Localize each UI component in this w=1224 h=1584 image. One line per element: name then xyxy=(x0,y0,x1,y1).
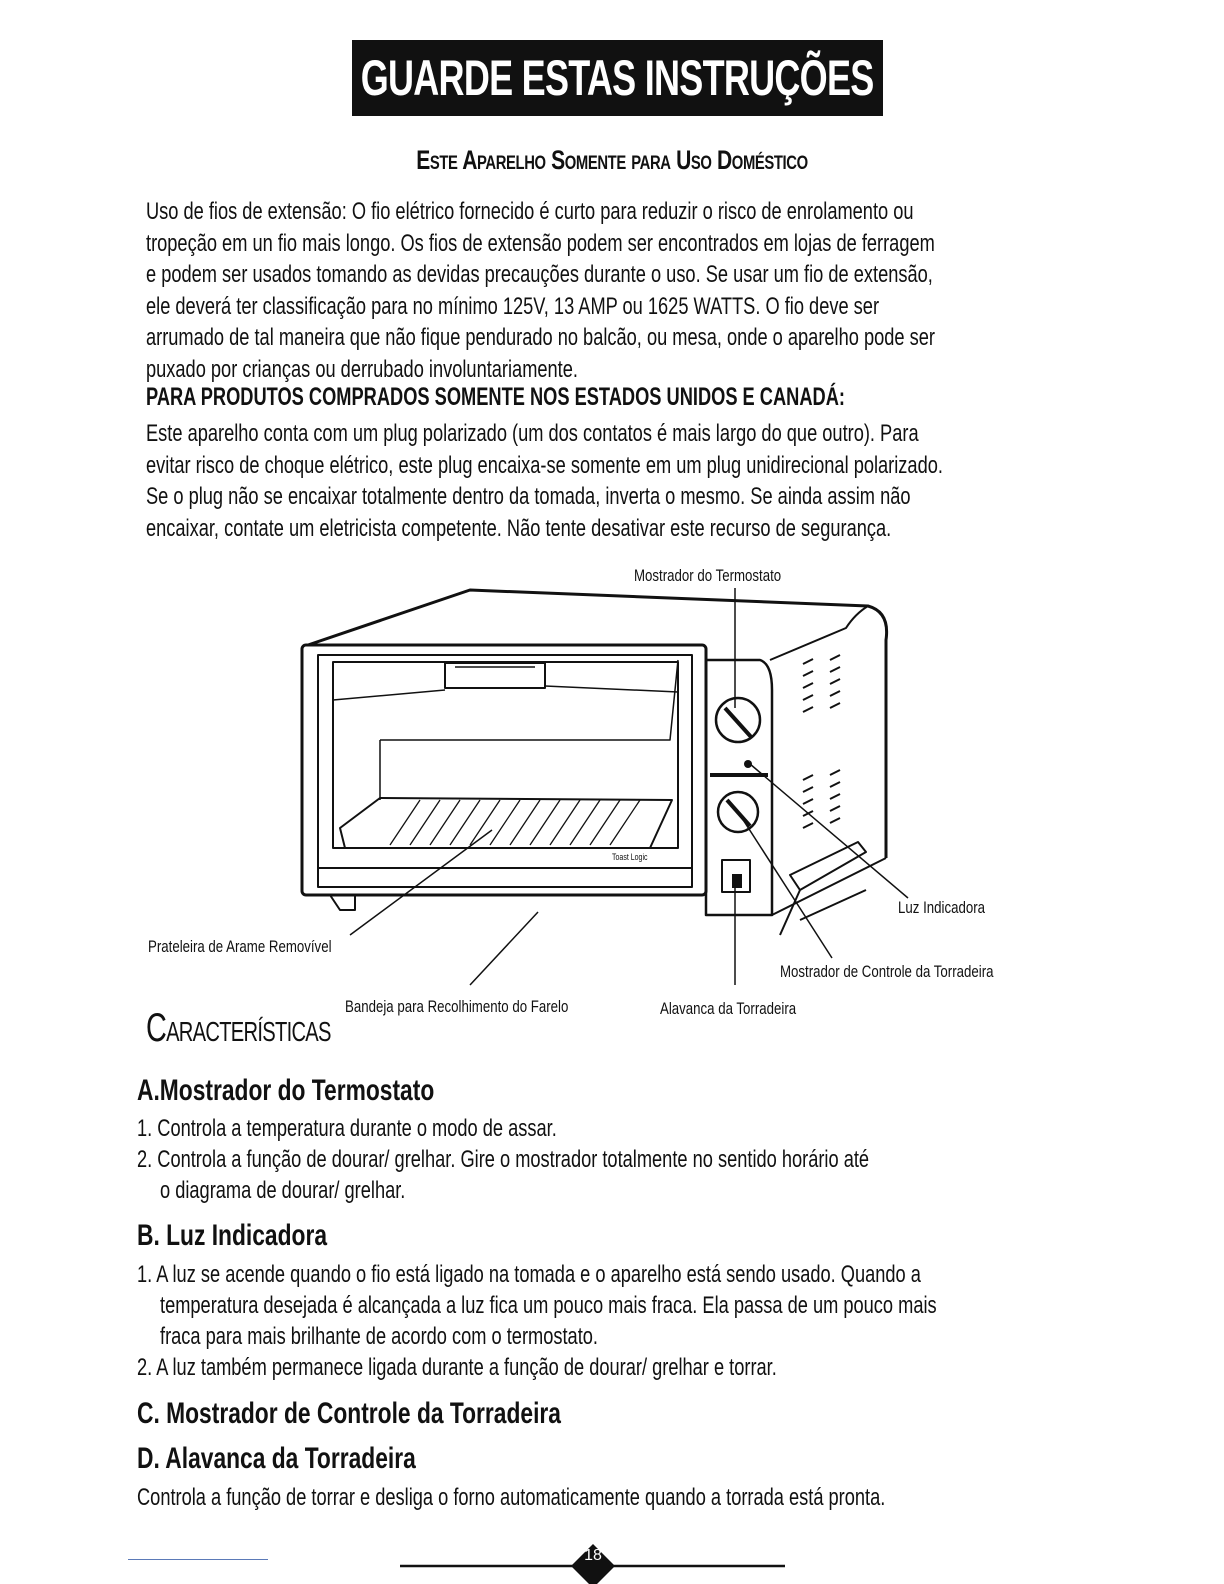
label-toast-lever-text: Alavanca da Torradeira xyxy=(660,999,797,1018)
section-b-item xyxy=(137,1260,1168,1290)
section-d-heading-text: D. Alavanca da Torradeira xyxy=(137,1442,416,1475)
features-title-text: Características xyxy=(146,1006,331,1050)
brand-mark xyxy=(612,852,658,862)
section-c-heading xyxy=(137,1397,695,1431)
footer-left-rule xyxy=(128,1559,268,1560)
section-b-heading xyxy=(137,1219,387,1253)
plug-line: Este aparelho conta com um plug polarizado (um dos contatos é mais largo do que outro). Para xyxy=(146,420,919,447)
label-crumb-tray-text: Bandeja para Recolhimento do Farelo xyxy=(345,997,569,1016)
brand-mark-text: Toast Logic xyxy=(612,852,648,862)
extension-line: ele deverá ter classificação para no mínimo 125V, 13 AMP ou 1625 WATTS. O fio deve ser xyxy=(146,292,880,320)
label-wire-rack xyxy=(148,937,383,957)
section-a-item-text: o diagrama de dourar/ grelhar. xyxy=(160,1177,406,1204)
section-b-item-text: fraca para mais brilhante de acordo com o termostato. xyxy=(160,1323,598,1350)
section-b-item xyxy=(160,1291,1182,1321)
section-c-heading-text: C. Mostrador de Controle da Torradeira xyxy=(137,1397,561,1430)
label-rack-text: Prateleira de Arame Removível xyxy=(148,937,332,956)
section-d-heading xyxy=(137,1442,504,1476)
label-toast-dial-text: Mostrador de Controle da Torradeira xyxy=(780,962,994,981)
section-b-item-text: 1. A luz se acende quando o fio está ligado na tomada e o aparelho está sendo usado. Quando a xyxy=(137,1261,921,1288)
extension-line: arrumado de tal maneira que não fique pendurado no balcão, ou mesa, onde o aparelho pode ser xyxy=(146,324,935,351)
page-number: 18 xyxy=(584,1547,602,1564)
section-a-item-text: 2. Controla a função de dourar/ grelhar. Gire o mostrador totalmente no sentido horário até xyxy=(137,1146,870,1173)
extension-line: tropeção em un fio mais longo. Os fios de extensão podem ser encontrados em lojas de ferragem xyxy=(146,229,935,257)
us-canada-heading-text: PARA PRODUTOS COMPRADOS SOMENTE NOS ESTADOS UNIDOS E CANADÁ: xyxy=(146,383,845,411)
section-b-item xyxy=(160,1322,736,1352)
section-a-heading-text: A.Mostrador do Termostato xyxy=(137,1074,435,1107)
section-b-item-text: 2. A luz também permanece ligada durante a função de dourar/ grelhar e torrar. xyxy=(137,1354,777,1381)
label-thermostat-dial xyxy=(634,566,823,586)
section-d-text-content: Controla a função de torrar e desliga o forno automaticamente quando a torrada está pronta. xyxy=(137,1484,886,1511)
label-toast-dial xyxy=(780,962,1054,982)
section-a-item-text: 1. Controla a temperatura durante o modo de assar. xyxy=(137,1115,557,1142)
section-b-item-text: temperatura desejada é alcançada a luz fica um pouco mais fraca. Ela passa de um pouco mais xyxy=(160,1292,937,1319)
label-toast-lever xyxy=(660,999,835,1019)
plug-line: Se o plug não se encaixar totalmente dentro da tomada, inverta o mesmo. Se ainda assim não xyxy=(146,483,911,510)
section-a-item xyxy=(137,1114,689,1144)
section-b-item xyxy=(137,1353,979,1383)
section-a-heading xyxy=(137,1074,528,1108)
extension-line: e podem ser usados tomando as devidas precauções durante o uso. Se usar um fio de extensão, xyxy=(146,261,933,288)
features-title xyxy=(146,1006,403,1051)
section-a-item xyxy=(137,1145,1100,1175)
section-d-text xyxy=(137,1483,1122,1513)
extension-line: puxado por crianças ou derrubado involuntariamente. xyxy=(146,355,578,383)
label-indicator-light xyxy=(898,898,1010,918)
subtitle-text: Este Aparelho Somente para Uso Doméstico xyxy=(416,145,808,175)
section-a-item xyxy=(160,1176,483,1206)
extension-line: Uso de fios de extensão: O fio elétrico fornecido é curto para reduzir o risco de enrolamento ou xyxy=(146,198,914,225)
banner-title: GUARDE ESTAS INSTRUÇÕES xyxy=(361,50,874,106)
plug-line: evitar risco de choque elétrico, este plug encaixa-se somente em um plug unidirecional polarizado. xyxy=(146,451,943,479)
label-thermostat-text: Mostrador do Termostato xyxy=(634,566,782,585)
plug-line: encaixar, contate um eletricista competente. Não tente desativar este recurso de segurança. xyxy=(146,514,892,542)
section-b-heading-text: B. Luz Indicadora xyxy=(137,1219,328,1252)
label-indicator-text: Luz Indicadora xyxy=(898,898,985,917)
